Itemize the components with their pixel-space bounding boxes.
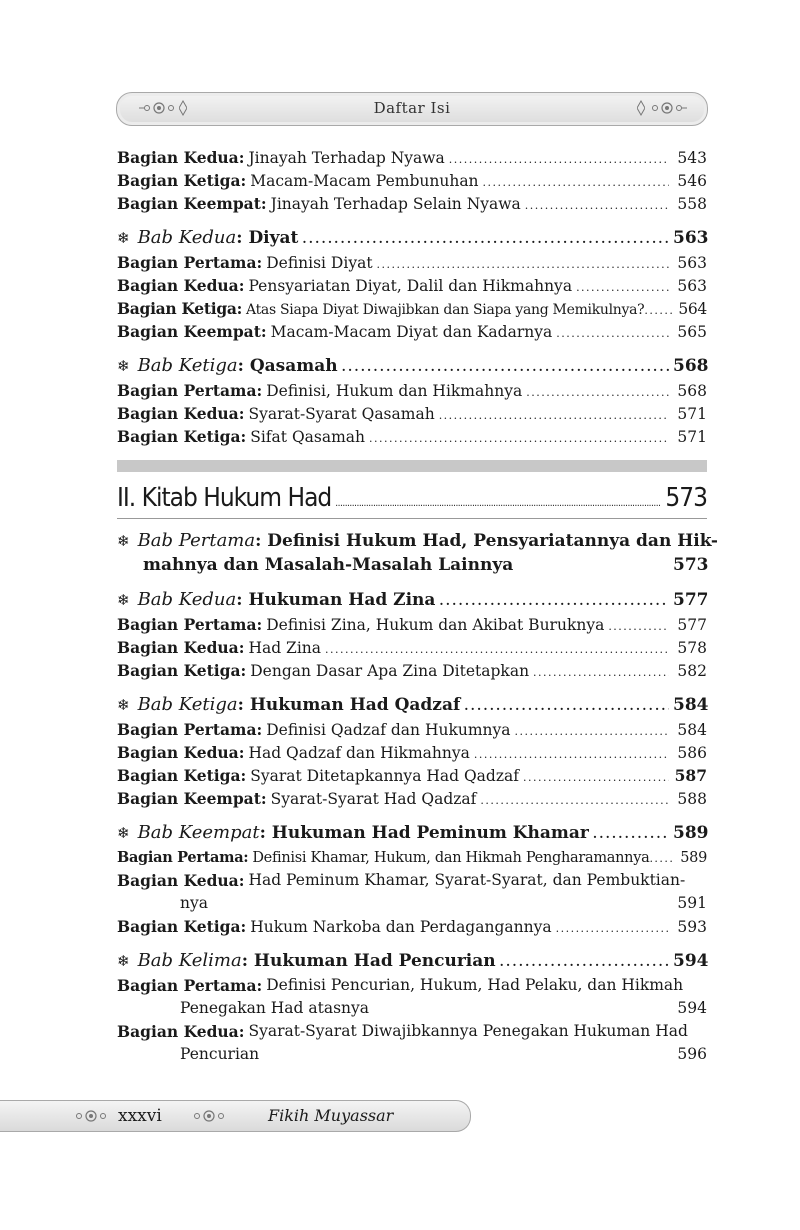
leader-dots [449,147,669,171]
leader-dots [576,275,669,299]
toc-entry[interactable]: Bagian Ketiga: Atas Siapa Diyat Diwajibkan dan Siapa yang Memikulnya? . . . 564 [117,297,707,320]
toc-entry[interactable]: Bagian Kedua: Syarat-Syarat Diwajibkannya Penegakan Hukuman Had Pencurian 596 [117,1020,707,1066]
snowflake-bullet-icon: ❄ [117,229,130,247]
toc-entry[interactable]: Bagian Kedua: Had Peminum Khamar, Syarat-Syarat, dan Pembuktian- nya 591 [117,869,707,915]
leader-dots [526,380,669,404]
leader-dots [263,1043,669,1066]
leader-dots [644,299,673,322]
ornament-icon [70,1107,112,1125]
toc-entry[interactable]: Bagian Pertama: Definisi Qadzaf dan Hukumnya . . . 584 [117,718,707,741]
leader-dots [515,719,669,743]
toc-entry[interactable]: Bagian Ketiga: Syarat Ditetapkannya Had Qadzaf . . . 587 [117,764,707,787]
toc-entry[interactable]: Bagian Pertama: Definisi Pencurian, Hukum, Had Pelaku, dan Hikmah Penegakan Had atasnya 594 [117,974,707,1020]
toc-chapter[interactable]: ❄ Bab Kedua : Hukuman Had Zina . . . 577 [117,587,707,613]
snowflake-bullet-icon: ❄ [117,696,130,714]
book-title: Fikih Muyassar [268,1106,394,1125]
ornament-diamond-icon [637,99,645,117]
leader-dots [377,252,669,276]
toc-entry[interactable]: Bagian Kedua: Syarat-Syarat Qasamah . . . 571 [117,402,707,425]
leader-dots [483,170,669,194]
leader-dots [533,660,669,684]
toc-entry[interactable]: Bagian Ketiga: Macam-Macam Pembunuhan . . . 546 [117,169,707,192]
toc-part-heading[interactable]: II. Kitab Hukum Had ..... 573 [117,478,707,519]
leader-dots [464,692,669,719]
toc-entry[interactable]: Bagian Keempat: Syarat-Syarat Had Qadzaf . . . 588 [117,787,707,810]
toc-entry[interactable]: Bagian Pertama: Definisi Diyat . . . 563 [117,251,707,274]
toc-chapter[interactable]: ❄ Bab Keempat : Hukuman Had Peminum Khamar . . . 589 [117,820,707,846]
toc-chapter[interactable]: ❄ Bab Pertama : Definisi Hukum Had, Pensyariatannya dan Hik- mahnya dan Masalah-Masalah Lainnya 573 [117,530,718,575]
toc-chapter[interactable]: ❄ Bab Ketiga : Qasamah . . . 568 [117,353,707,379]
toc-chapter[interactable]: ❄ Bab Kelima : Hukuman Had Pencurian . . . 594 [117,948,707,974]
leader-dots [525,193,669,217]
snowflake-bullet-icon: ❄ [117,532,130,550]
toc-chapter[interactable]: ❄ Bab Kedua : Diyat . . . 563 [117,225,707,251]
toc-entry[interactable]: Bagian Ketiga: Sifat Qasamah . . . 571 [117,425,707,448]
toc-entry[interactable]: Bagian Keempat: Jinayah Terhadap Selain Nyawa . . . 558 [117,192,707,215]
ornament-icon [647,99,687,117]
toc-entry[interactable]: Bagian Kedua: Had Qadzaf dan Hikmahnya . . . 586 [117,741,707,764]
leader-dots [500,948,669,975]
page-number: xxxvi [118,1106,162,1126]
leader-dots [480,788,669,812]
running-header [116,92,708,126]
leader-dots [523,765,669,789]
leader-dots [325,637,669,661]
toc-entry[interactable]: Bagian Kedua: Jinayah Terhadap Nyawa . . . 543 [117,146,707,169]
toc-entry[interactable]: Bagian Pertama: Definisi Khamar, Hukum, dan Hikmah Pengharamannya . . . 589 [117,846,707,869]
leader-dots [369,426,669,450]
running-footer [0,1100,471,1132]
toc-chapter[interactable]: ❄ Bab Ketiga : Hukuman Had Qadzaf . . . 584 [117,692,707,718]
toc-entry[interactable]: Bagian Kedua: Had Zina . . . 578 [117,636,707,659]
section-divider [117,460,707,472]
toc-entry[interactable]: Bagian Pertama: Definisi, Hukum dan Hikmahnya . . . 568 [117,379,707,402]
snowflake-bullet-icon: ❄ [117,357,130,375]
toc-entry[interactable]: Bagian Ketiga: Dengan Dasar Apa Zina Ditetapkan . . . 582 [117,659,707,682]
table-of-contents [117,146,718,1066]
leader-dots [593,820,669,847]
leader-dots [342,353,669,380]
ornament-icon [188,1107,230,1125]
leader-dots [335,478,661,524]
leader-dots [556,321,669,345]
leader-dots [439,587,669,614]
leader-dots [474,742,669,766]
snowflake-bullet-icon: ❄ [117,952,130,970]
toc-entry[interactable]: Bagian Ketiga: Hukum Narkoba dan Perdagangannya . . . 593 [117,915,707,938]
snowflake-bullet-icon: ❄ [117,824,130,842]
leader-dots [517,553,669,577]
leader-dots [608,614,669,638]
toc-entry[interactable]: Bagian Keempat: Macam-Macam Diyat dan Kadarnya . . . 565 [117,320,707,343]
snowflake-bullet-icon: ❄ [117,591,130,609]
leader-dots [212,892,669,915]
leader-dots [302,225,669,252]
leader-dots [649,847,673,870]
leader-dots [439,403,669,427]
toc-entry[interactable]: Bagian Pertama: Definisi Zina, Hukum dan Akibat Buruknya . . . 577 [117,613,707,636]
leader-dots [373,997,669,1020]
header-title: Daftar Isi [373,99,451,117]
leader-dots [556,916,669,940]
toc-entry[interactable]: Bagian Kedua: Pensyariatan Diyat, Dalil dan Hikmahnya . . . 563 [117,274,707,297]
